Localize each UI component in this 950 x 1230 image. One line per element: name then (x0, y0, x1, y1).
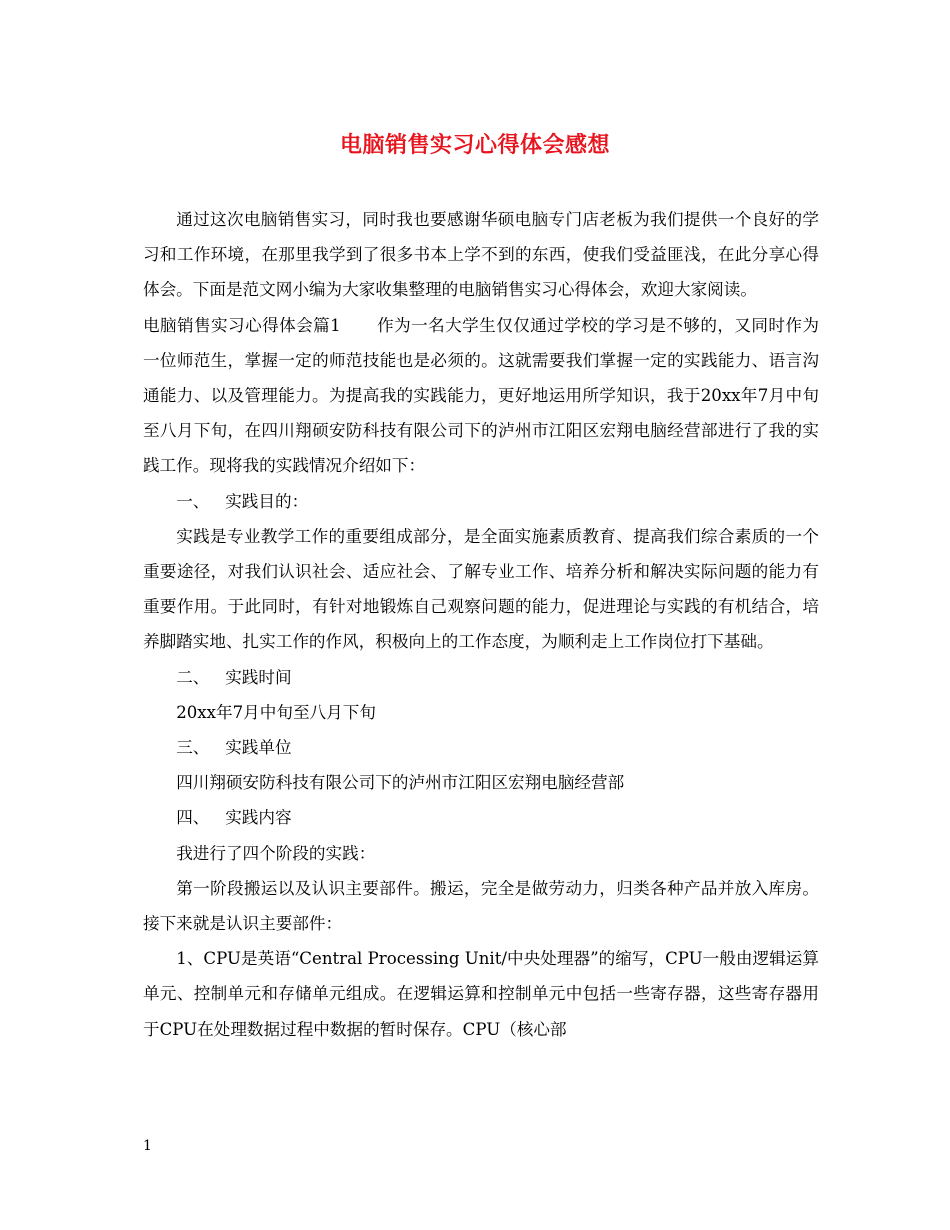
unit-paragraph: 四川翔硕安防科技有限公司下的泸州市江阳区宏翔电脑经营部 (176, 773, 625, 793)
list-item-purpose (143, 484, 819, 519)
document-title: 电脑销售实习心得体会感想 (339, 132, 610, 158)
page-number: 1 (143, 1138, 152, 1154)
section-text: 作为一名大学生仅仅通过学校的学习是不够的，又同时作为一位师范生，掌握一定的师范技能也是必须的。这就需要我们掌握一定的实践能力、语言沟通能力、以及管理能力。为提高我的实践能力，更好地运用所学知识，我于20xx年7月中旬至八月下旬，在四川翔硕安防科技有限公司下的泸州市江阳区宏翔电脑经营部进行了我的实践工作。现将我的实践情况介绍如下： (143, 315, 819, 476)
item-number: 三、 (176, 738, 210, 758)
item-label: 实践时间 (225, 667, 292, 687)
item-label: 实践目的： (225, 491, 309, 511)
item-number: 二、 (176, 667, 210, 687)
purpose-paragraph: 实践是专业教学工作的重要组成部分，是全面实施素质教育、提高我们综合素质的一个重要途径，对我们认识社会、适应社会、了解专业工作、培养分析和解决实际问题的能力有重要作用。于此同时，有针对地锻炼自己观察问题的能力，促进理论与实践的有机结合，培养脚踏实地、扎实工作的作风，积极向上的工作态度，为顺利走上工作岗位打下基础。 (143, 526, 819, 652)
intro-paragraph: 通过这次电脑销售实习，同时我也要感谢华硕电脑专门店老板为我们提供一个良好的学习和工作环境，在那里我学到了很多书本上学不到的东西，使我们受益匪浅，在此分享心得体会。下面是范文网小编为大家收集整理的电脑销售实习心得体会，欢迎大家阅读。 (143, 210, 819, 300)
section-paragraph (143, 308, 819, 484)
cpu-paragraph: 1、CPU是英语“Central Processing Unit/中央处理器”的缩写，CPU一般由逻辑运算单元、控制单元和存储单元组成。在逻辑运算和控制单元中包括一些寄存器，这些寄存器用于CPU在处理数据过程中数据的暂时保存。CPU（核心部 (143, 949, 819, 1039)
section-heading: 电脑销售实习心得体会篇1 (143, 315, 341, 335)
item-label: 实践内容 (225, 808, 292, 828)
document-body (143, 202, 819, 1047)
content-intro-paragraph: 我进行了四个阶段的实践： (176, 843, 376, 863)
stage1-paragraph: 第一阶段搬运以及认识主要部件。搬运，完全是做劳动力，归类各种产品并放入库房。接下来就是认识主要部件： (143, 878, 819, 934)
item-number: 一、 (176, 491, 210, 511)
item-number: 四、 (176, 808, 210, 828)
item-label: 实践单位 (225, 738, 292, 758)
time-paragraph: 20xx年7月中旬至八月下旬 (176, 702, 376, 722)
list-item-content (143, 800, 819, 835)
list-item-unit (143, 730, 819, 765)
list-item-time (143, 660, 819, 695)
